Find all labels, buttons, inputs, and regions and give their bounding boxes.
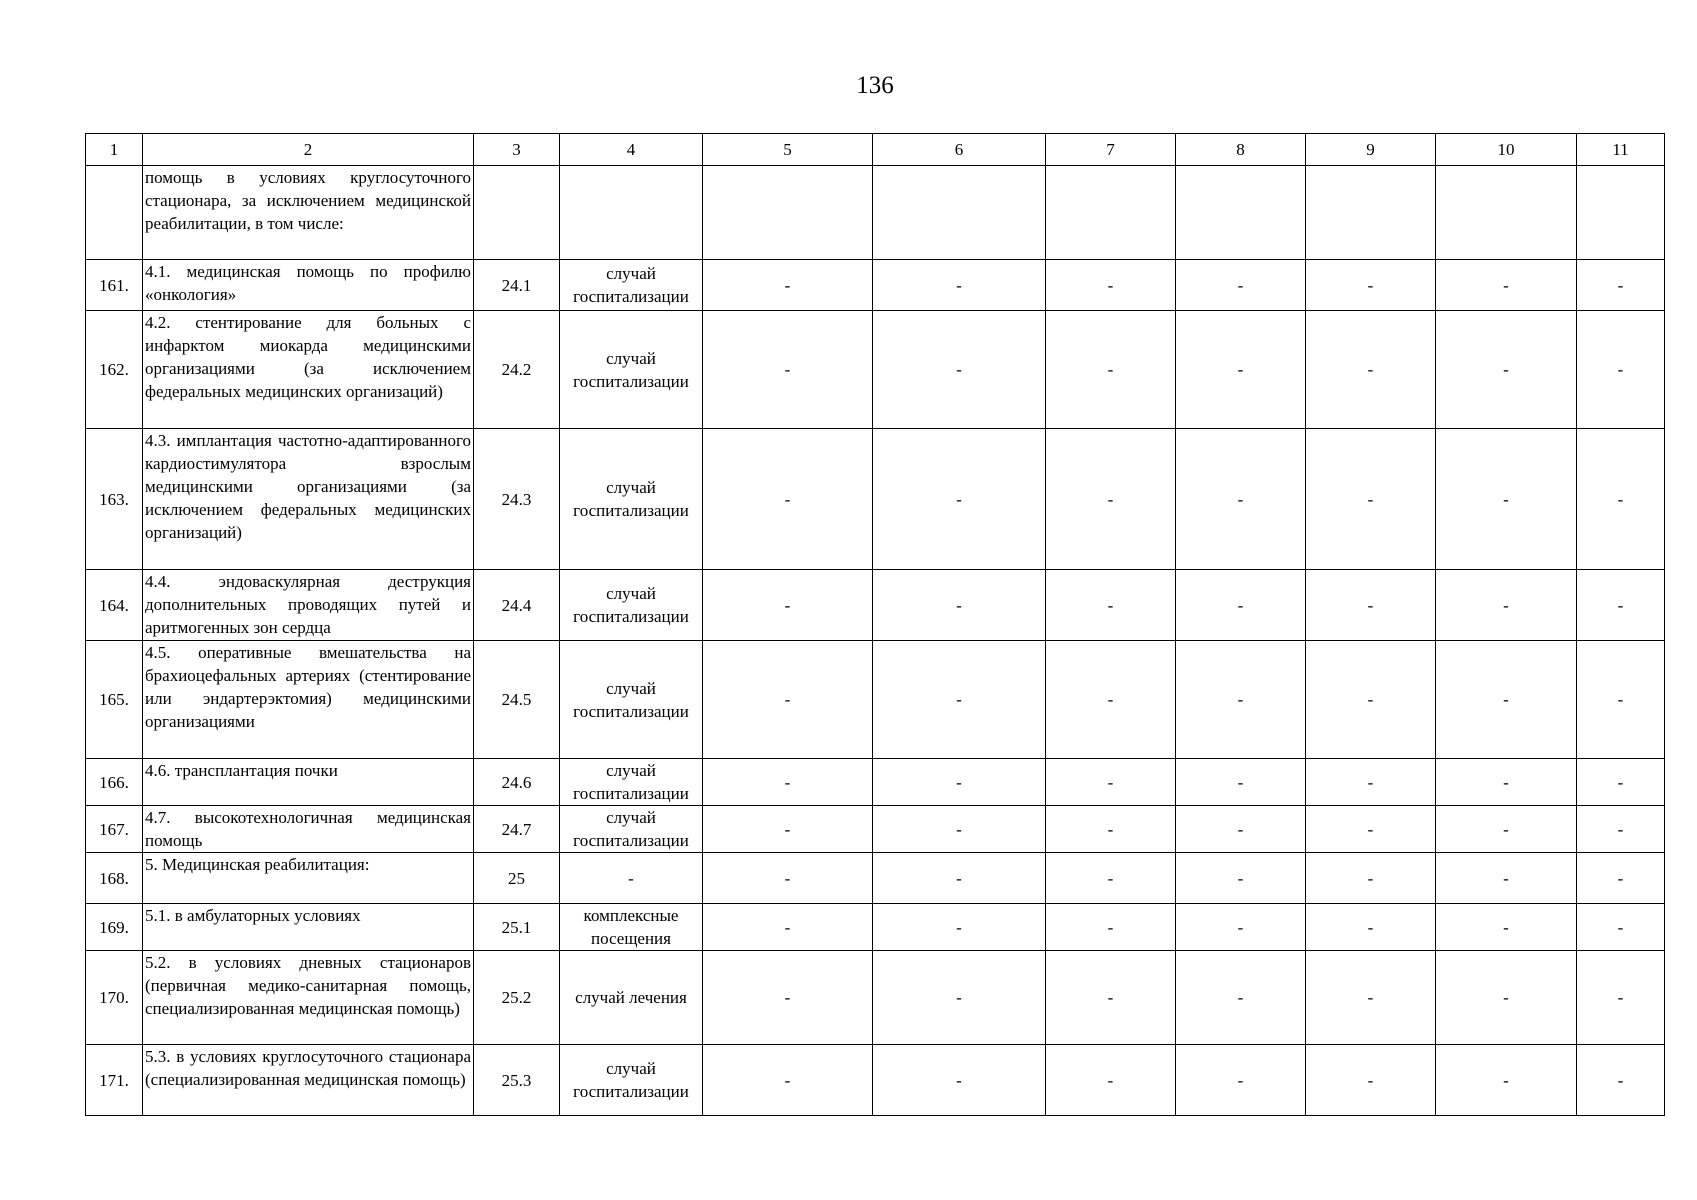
- table-row: [86, 759, 1665, 806]
- value-cell: -: [1176, 904, 1306, 951]
- column-header: 1: [86, 134, 143, 166]
- value-cell: -: [1306, 853, 1436, 904]
- column-header: 2: [143, 134, 474, 166]
- value-cell: -: [1176, 641, 1306, 759]
- table-row: [86, 904, 1665, 951]
- value-cell: -: [1436, 759, 1577, 806]
- value-cell: -: [873, 1045, 1046, 1116]
- unit-cell: случай госпитализации: [560, 1045, 703, 1116]
- value-cell: -: [1176, 570, 1306, 641]
- value-cell: [1436, 166, 1577, 260]
- column-header: 7: [1046, 134, 1176, 166]
- value-cell: -: [1577, 806, 1665, 853]
- value-cell: -: [1577, 570, 1665, 641]
- value-cell: -: [873, 951, 1046, 1045]
- row-number-cell: 162.: [86, 311, 143, 429]
- value-cell: -: [873, 904, 1046, 951]
- row-number-cell: 171.: [86, 1045, 143, 1116]
- unit-cell: случай госпитализации: [560, 759, 703, 806]
- value-cell: -: [1046, 641, 1176, 759]
- value-cell: -: [1577, 429, 1665, 570]
- row-number-cell: 170.: [86, 951, 143, 1045]
- value-cell: -: [1577, 951, 1665, 1045]
- row-code-cell: 24.7: [474, 806, 560, 853]
- value-cell: -: [1306, 759, 1436, 806]
- value-cell: -: [703, 570, 873, 641]
- indicator-name-cell: 4.3. имплантация частотно-адаптированного кардиостимулятора взрослым медицинскими организациями (за исключением федеральных медицинских организаций): [143, 429, 474, 570]
- value-cell: -: [1046, 1045, 1176, 1116]
- value-cell: -: [1046, 570, 1176, 641]
- value-cell: -: [1046, 806, 1176, 853]
- value-cell: -: [1306, 1045, 1436, 1116]
- row-number-cell: 161.: [86, 260, 143, 311]
- row-code-cell: 25.3: [474, 1045, 560, 1116]
- table-row: [86, 641, 1665, 759]
- value-cell: -: [873, 806, 1046, 853]
- value-cell: -: [703, 311, 873, 429]
- value-cell: -: [1306, 641, 1436, 759]
- column-header: 10: [1436, 134, 1577, 166]
- table-row: [86, 951, 1665, 1045]
- unit-cell: комплексные посещения: [560, 904, 703, 951]
- unit-cell: [560, 166, 703, 260]
- value-cell: -: [1577, 260, 1665, 311]
- row-number-cell: 163.: [86, 429, 143, 570]
- value-cell: -: [1577, 1045, 1665, 1116]
- page-number: 136: [856, 72, 894, 99]
- value-cell: -: [703, 806, 873, 853]
- value-cell: -: [1176, 853, 1306, 904]
- column-header: 11: [1577, 134, 1665, 166]
- value-cell: -: [873, 260, 1046, 311]
- value-cell: [1577, 166, 1665, 260]
- value-cell: [873, 166, 1046, 260]
- value-cell: -: [1436, 904, 1577, 951]
- indicator-name-cell: 5. Медицинская реабилитация:: [143, 853, 474, 904]
- value-cell: -: [1436, 853, 1577, 904]
- indicator-name-cell: помощь в условиях круглосуточного стационара, за исключением медицинской реабилитации, в том числе:: [143, 166, 474, 260]
- value-cell: -: [873, 311, 1046, 429]
- indicator-name-cell: 5.3. в условиях круглосуточного стационара (специализированная медицинская помощь): [143, 1045, 474, 1116]
- row-code-cell: 24.5: [474, 641, 560, 759]
- value-cell: -: [873, 570, 1046, 641]
- row-code-cell: 24.3: [474, 429, 560, 570]
- column-header: 9: [1306, 134, 1436, 166]
- indicator-name-cell: 5.1. в амбулаторных условиях: [143, 904, 474, 951]
- unit-cell: случай госпитализации: [560, 570, 703, 641]
- indicator-name-cell: 4.2. стентирование для больных с инфарктом миокарда медицинскими организациями (за исключением федеральных медицинских организаций): [143, 311, 474, 429]
- column-header: 5: [703, 134, 873, 166]
- column-number-row: [86, 134, 1665, 166]
- value-cell: -: [1306, 806, 1436, 853]
- column-header: 4: [560, 134, 703, 166]
- unit-cell: случай лечения: [560, 951, 703, 1045]
- value-cell: -: [1577, 853, 1665, 904]
- indicator-name-cell: 4.7. высокотехнологичная медицинская помощь: [143, 806, 474, 853]
- value-cell: -: [1306, 260, 1436, 311]
- value-cell: -: [1176, 759, 1306, 806]
- value-cell: -: [703, 1045, 873, 1116]
- unit-cell: случай госпитализации: [560, 641, 703, 759]
- unit-cell: -: [560, 853, 703, 904]
- value-cell: [1046, 166, 1176, 260]
- table-row: [86, 260, 1665, 311]
- row-number-cell: 166.: [86, 759, 143, 806]
- value-cell: -: [1306, 951, 1436, 1045]
- value-cell: -: [703, 641, 873, 759]
- value-cell: -: [1046, 951, 1176, 1045]
- indicator-name-cell: 4.4. эндоваскулярная деструкция дополнительных проводящих путей и аритмогенных зон сердца: [143, 570, 474, 641]
- value-cell: -: [703, 429, 873, 570]
- table-row: [86, 806, 1665, 853]
- value-cell: -: [1436, 641, 1577, 759]
- value-cell: -: [1436, 429, 1577, 570]
- row-code-cell: 25.1: [474, 904, 560, 951]
- unit-cell: случай госпитализации: [560, 429, 703, 570]
- value-cell: -: [873, 853, 1046, 904]
- value-cell: -: [1176, 260, 1306, 311]
- column-header: 6: [873, 134, 1046, 166]
- value-cell: -: [703, 853, 873, 904]
- value-cell: -: [1306, 429, 1436, 570]
- row-number-cell: 164.: [86, 570, 143, 641]
- value-cell: -: [1176, 951, 1306, 1045]
- value-cell: -: [1436, 311, 1577, 429]
- table-row: [86, 853, 1665, 904]
- row-number-cell: 168.: [86, 853, 143, 904]
- unit-cell: случай госпитализации: [560, 260, 703, 311]
- table-row: [86, 429, 1665, 570]
- row-number-cell: 167.: [86, 806, 143, 853]
- value-cell: -: [1046, 429, 1176, 570]
- unit-cell: случай госпитализации: [560, 311, 703, 429]
- value-cell: -: [1577, 904, 1665, 951]
- value-cell: [1176, 166, 1306, 260]
- row-number-cell: 165.: [86, 641, 143, 759]
- value-cell: -: [1176, 311, 1306, 429]
- value-cell: -: [1436, 806, 1577, 853]
- value-cell: -: [703, 759, 873, 806]
- value-cell: -: [703, 951, 873, 1045]
- value-cell: [703, 166, 873, 260]
- value-cell: -: [873, 759, 1046, 806]
- table-row: [86, 166, 1665, 260]
- value-cell: -: [873, 429, 1046, 570]
- column-header: 8: [1176, 134, 1306, 166]
- value-cell: -: [1046, 260, 1176, 311]
- row-code-cell: 25: [474, 853, 560, 904]
- value-cell: -: [1436, 570, 1577, 641]
- column-header: 3: [474, 134, 560, 166]
- row-code-cell: 24.4: [474, 570, 560, 641]
- data-table: [85, 133, 1665, 1116]
- value-cell: -: [1176, 1045, 1306, 1116]
- value-cell: -: [1436, 260, 1577, 311]
- value-cell: -: [1306, 311, 1436, 429]
- table-row: [86, 570, 1665, 641]
- value-cell: -: [1046, 904, 1176, 951]
- value-cell: -: [1306, 904, 1436, 951]
- value-cell: -: [1577, 759, 1665, 806]
- row-number-cell: 169.: [86, 904, 143, 951]
- row-number-cell: [86, 166, 143, 260]
- indicator-name-cell: 4.1. медицинская помощь по профилю «онкология»: [143, 260, 474, 311]
- value-cell: -: [1176, 806, 1306, 853]
- value-cell: -: [1046, 311, 1176, 429]
- value-cell: -: [873, 641, 1046, 759]
- indicator-name-cell: 5.2. в условиях дневных стационаров (первичная медико-санитарная помощь, специализированная медицинская помощь): [143, 951, 474, 1045]
- indicator-name-cell: 4.5. оперативные вмешательства на брахиоцефальных артериях (стентирование или эндартерэктомия) медицинскими организациями: [143, 641, 474, 759]
- value-cell: -: [1436, 1045, 1577, 1116]
- row-code-cell: 24.2: [474, 311, 560, 429]
- indicator-name-cell: 4.6. трансплантация почки: [143, 759, 474, 806]
- row-code-cell: 24.1: [474, 260, 560, 311]
- value-cell: [1306, 166, 1436, 260]
- table-row: [86, 311, 1665, 429]
- unit-cell: случай госпитализации: [560, 806, 703, 853]
- value-cell: -: [1577, 311, 1665, 429]
- value-cell: -: [1176, 429, 1306, 570]
- row-code-cell: 24.6: [474, 759, 560, 806]
- value-cell: -: [1046, 759, 1176, 806]
- value-cell: -: [703, 260, 873, 311]
- value-cell: -: [1436, 951, 1577, 1045]
- value-cell: -: [1306, 570, 1436, 641]
- row-code-cell: 25.2: [474, 951, 560, 1045]
- value-cell: -: [703, 904, 873, 951]
- table-row: [86, 1045, 1665, 1116]
- value-cell: -: [1046, 853, 1176, 904]
- value-cell: -: [1577, 641, 1665, 759]
- row-code-cell: [474, 166, 560, 260]
